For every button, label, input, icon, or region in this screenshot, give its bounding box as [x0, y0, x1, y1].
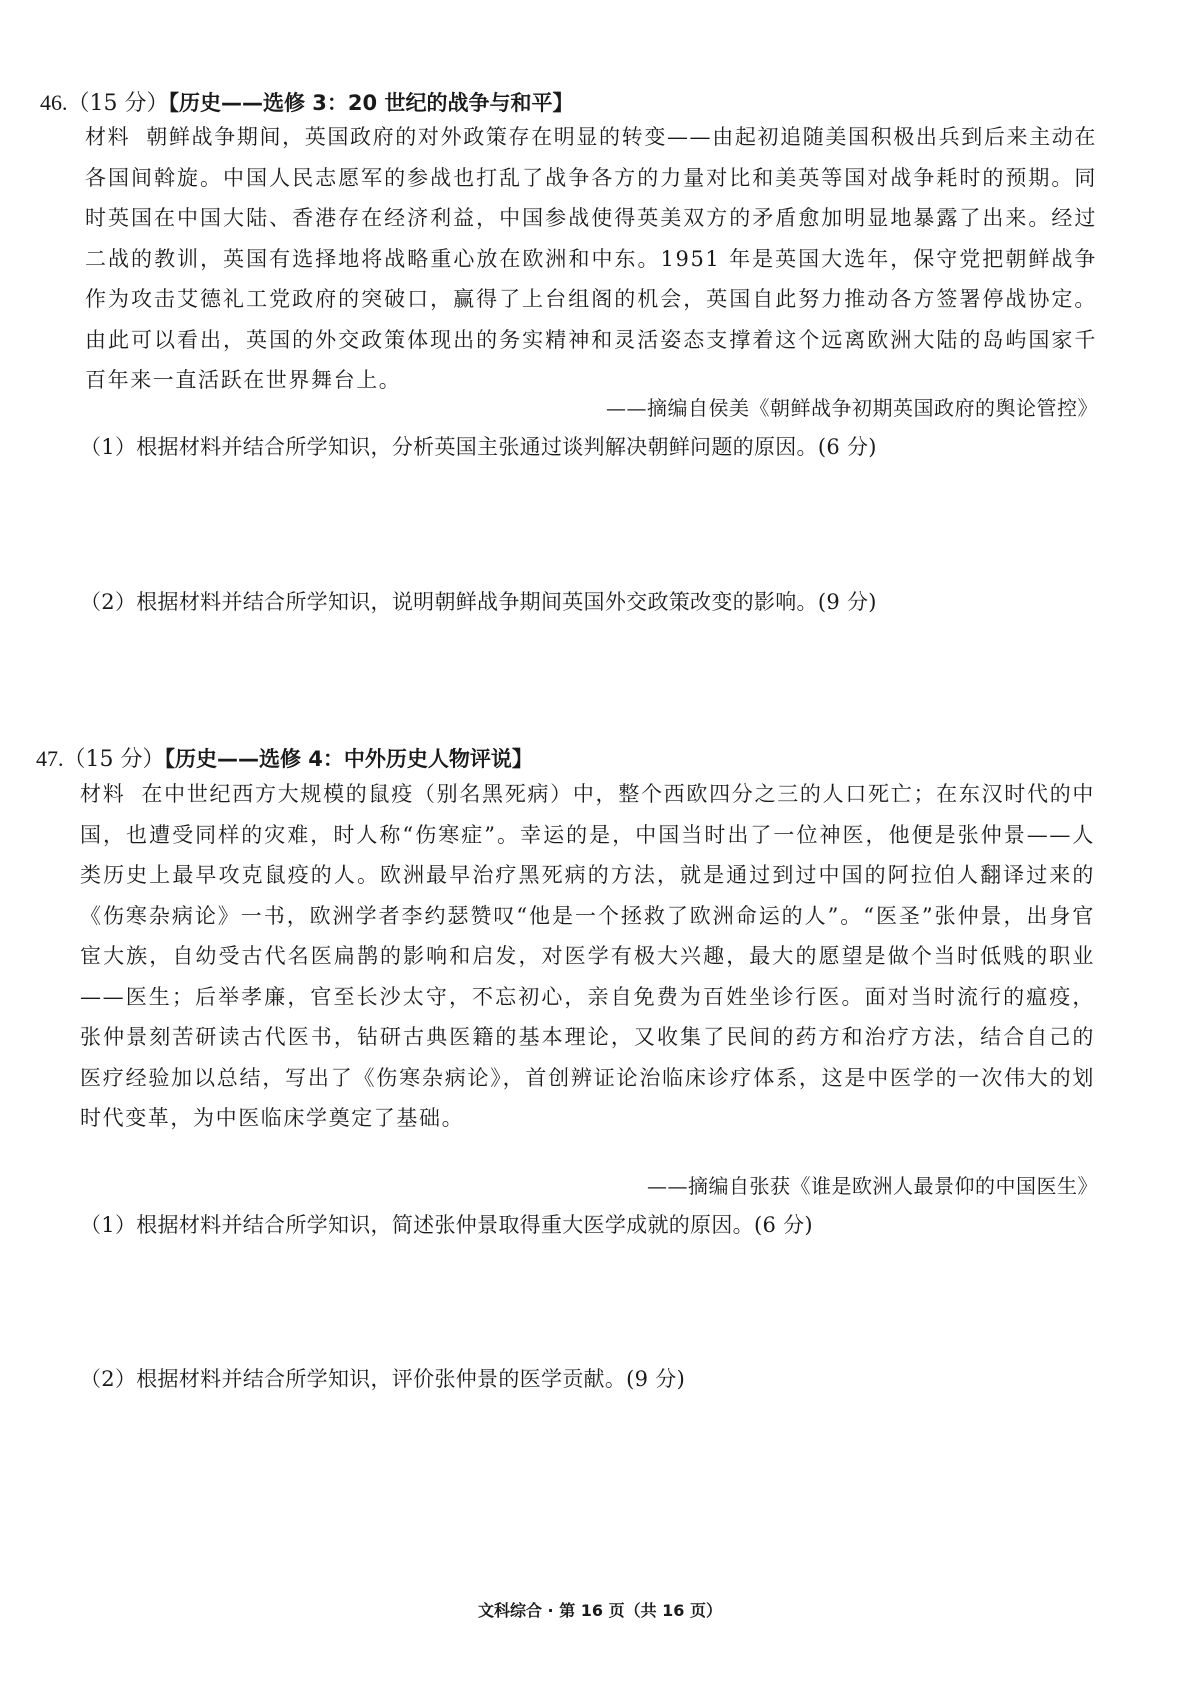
question-46-sub-2: （2）根据材料并结合所学知识，说明朝鲜战争期间英国外交政策改变的影响。(9 分) — [80, 590, 877, 614]
question-title: 【历史——选修 4：中外历史人物评说】 — [164, 747, 533, 771]
question-47-heading — [36, 744, 533, 775]
question-47-source: ——摘编自张获《谁是欧洲人最景仰的中国医生》 — [647, 1174, 1098, 1198]
material-text: 朝鲜战争期间，英国政府的对外政策存在明显的转变——由起初追随美国积极出兵到后来主动在各国间斡旋。中国人民志愿军的参战也打乱了战争各方的力量对比和美英等国对战争耗时的预期。同时英国在中国大陆、香港存在经济利益，中国参战使得英美双方的矛盾愈加明显地暴露了出来。经过二战的教训，英国有选择地将战略重心放在欧洲和中东。1951 年是英国大选年，保守党把朝鲜战争作为攻击艾德礼工党政府的突破口，赢得了上台组阁的机会，英国自此努力推动各方签署停战协定。由此可以看出，英国的外交政策体现出的务实精神和灵活姿态支撑着这个远离欧洲大陆的岛屿国家千百年来一直活跃在世界舞台上。 — [85, 125, 1097, 392]
question-47-sub-1: （1）根据材料并结合所学知识，简述张仲景取得重大医学成就的原因。(6 分) — [80, 1213, 813, 1237]
material-label: 材料 — [80, 782, 126, 806]
question-46-sub-1: （1）根据材料并结合所学知识，分析英国主张通过谈判解决朝鲜问题的原因。(6 分) — [80, 435, 877, 459]
question-number: 47. — [36, 746, 64, 771]
page-footer: 文科综合 · 第 16 页（共 16 页） — [477, 1601, 723, 1620]
question-title: 【历史——选修 3：20 世纪的战争与和平】 — [168, 91, 574, 115]
question-46-material — [85, 117, 1097, 401]
question-points: （15 分） — [67, 91, 169, 116]
question-points: （15 分） — [63, 747, 165, 772]
question-47-material — [80, 774, 1095, 1139]
question-46-source: ——摘编自侯美《朝鲜战争初期英国政府的舆论管控》 — [606, 396, 1098, 420]
material-label: 材料 — [85, 125, 131, 149]
material-text: 在中世纪西方大规模的鼠疫（别名黑死病）中，整个西欧四分之三的人口死亡；在东汉时代的中国，也遭受同样的灾难，时人称“伤寒症”。幸运的是，中国当时出了一位神医，他便是张仲景——人类历史上最早攻克鼠疫的人。欧洲最早治疗黑死病的方法，就是通过到过中国的阿拉伯人翻译过来的《伤寒杂病论》一书，欧洲学者李约瑟赞叹“他是一个拯救了欧洲命运的人”。“医圣”张仲景，出身官宦大族，自幼受古代名医扁鹊的影响和启发，对医学有极大兴趣，最大的愿望是做个当时低贱的职业——医生；后举孝廉，官至长沙太守，不忘初心，亲自免费为百姓坐诊行医。面对当时流行的瘟疫，张仲景刻苦研读古代医书，钻研古典医籍的基本理论，又收集了民间的药方和治疗方法，结合自己的医疗经验加以总结，写出了《伤寒杂病论》，首创辨证论治临床诊疗体系，这是中医学的一次伟大的划时代变革，为中医临床学奠定了基础。 — [80, 782, 1095, 1130]
question-number: 46. — [40, 90, 68, 115]
question-46-heading — [40, 88, 573, 119]
question-47-sub-2: （2）根据材料并结合所学知识，评价张仲景的医学贡献。(9 分) — [80, 1367, 686, 1391]
